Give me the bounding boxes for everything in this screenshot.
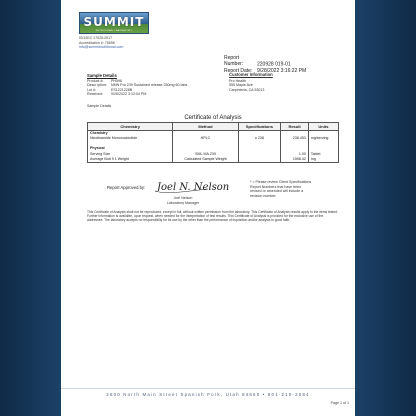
coa-cell-method: SML.MA.239 <box>173 151 238 156</box>
customer-line: 555 Maple Ave <box>229 83 253 88</box>
coa-cell-spec: ≥ 238 <box>238 136 281 141</box>
report-page <box>61 0 355 416</box>
coa-cell-units: mg/serving <box>308 136 338 141</box>
customer-line: Pro Health <box>229 78 246 83</box>
report-date-value: 9/28/2022 3:16:22 PM <box>257 67 307 74</box>
note-line: Report Numbers that have been <box>250 184 302 189</box>
coa-body <box>88 130 339 162</box>
coa-table <box>87 122 339 163</box>
coa-cell-method: HPLC <box>173 136 238 141</box>
sample-key: Product #: <box>87 79 104 83</box>
sample-value: PH596 <box>111 79 122 83</box>
note-line: * = Please review Client Specifications <box>250 180 312 184</box>
email-link[interactable]: info@summitnutritional.com <box>79 45 124 50</box>
footer-divider <box>61 388 355 389</box>
coa-header-row <box>88 123 339 131</box>
report-number-label: Report Number: <box>224 55 244 68</box>
signer-block <box>153 196 213 205</box>
sample-details <box>87 73 207 97</box>
logo-text: SUMMIT <box>83 15 145 29</box>
col-header-method: Method <box>173 123 238 131</box>
coa-title: Certificate of Analysis <box>184 115 242 121</box>
accreditation-line: ISO/IEC 17025:2017 <box>79 36 113 40</box>
coa-cell-spec <box>238 157 281 163</box>
customer-info <box>229 73 339 92</box>
coa-cell-chemistry: Average Bott 9 1 Weight <box>88 157 173 163</box>
customer-line: Carpinteria, CA 93013 <box>229 87 265 92</box>
note-line: revised or amended will include a <box>250 189 304 194</box>
col-header-specifications: Specifications <box>238 123 281 131</box>
signer-title: Laboratory Manager <box>166 200 200 205</box>
coa-cell-units: mg <box>308 157 338 163</box>
signer-name: Joel Nelson <box>173 196 193 200</box>
note-line: revision number. <box>250 193 277 198</box>
page-number: Page 1 of 1 <box>330 401 349 405</box>
coa-cell-chemistry: Physical <box>88 146 173 151</box>
coa-cell-chemistry: Nicotinamide Mononucleotide <box>88 136 173 141</box>
coa-cell-result: 238.453 <box>281 136 309 141</box>
col-header-units: Units <box>308 123 338 131</box>
footer-address: 2600 North Main Street Spanish Fork, Utah 84660 • 801-210-2084 <box>106 392 310 397</box>
coa-cell-units: Tablet <box>308 151 338 156</box>
report-date-label: Report Date: <box>224 67 253 74</box>
sample-value: 9/26/2022 3:12:04 PM <box>111 92 147 97</box>
signature-image <box>153 178 230 196</box>
table-row <box>88 157 339 163</box>
logo-subtext: NUTRITIONAL LABORATORY <box>95 30 133 32</box>
coa-cell-result: 1598.42 <box>281 157 309 163</box>
disclaimer-text: This Certificate of Analysis shall not be reproduced, except in full, without written permission from the laboratory. This Certificate of Analysis results apply to the items tested. Further information is available, upon request, when needed for the interpretation of test results. This Certificate of Analysis is provided for the exclusive use of the addressee. The laboratory accepts no responsibility for its use by the other than the performance of inquisition and/or analysis in good faith. <box>87 210 338 223</box>
sample-key: Descr iption: <box>87 83 107 88</box>
coa-cell-chemistry: Serving Size <box>88 151 173 156</box>
report-notes <box>250 180 345 198</box>
coa-cell-chemistry: Chemistry <box>88 130 173 136</box>
summit-logo <box>79 12 149 34</box>
coa-cell-result: 1.00 <box>281 151 309 156</box>
approved-by-label: Report Approved by: <box>107 185 146 190</box>
report-number-value: 220928 019-01 <box>257 61 291 68</box>
signature-text: Joel N. Nelson <box>157 182 230 193</box>
sample-row <box>87 92 207 96</box>
accreditation-block <box>79 36 123 50</box>
sample-details-heading: Sample Details <box>87 73 117 78</box>
sample-key: Lot #: <box>87 87 96 92</box>
coa-cell-method: Calculated Sample Weight <box>173 157 238 163</box>
customer-heading: Customer Information <box>229 72 273 77</box>
accreditation-line: Accreditation #: 75696 <box>79 40 115 45</box>
col-header-result: Result <box>281 123 309 131</box>
col-header-chemistry: Chemistry <box>88 123 173 131</box>
sample-value: ES1221228B <box>111 87 133 92</box>
sample-value: NMN Pro 239 Sustained release 250mg 60 tabs <box>111 83 188 88</box>
sample-key: Received: <box>87 92 103 97</box>
sample-details-link[interactable]: Sample Details <box>87 104 112 108</box>
